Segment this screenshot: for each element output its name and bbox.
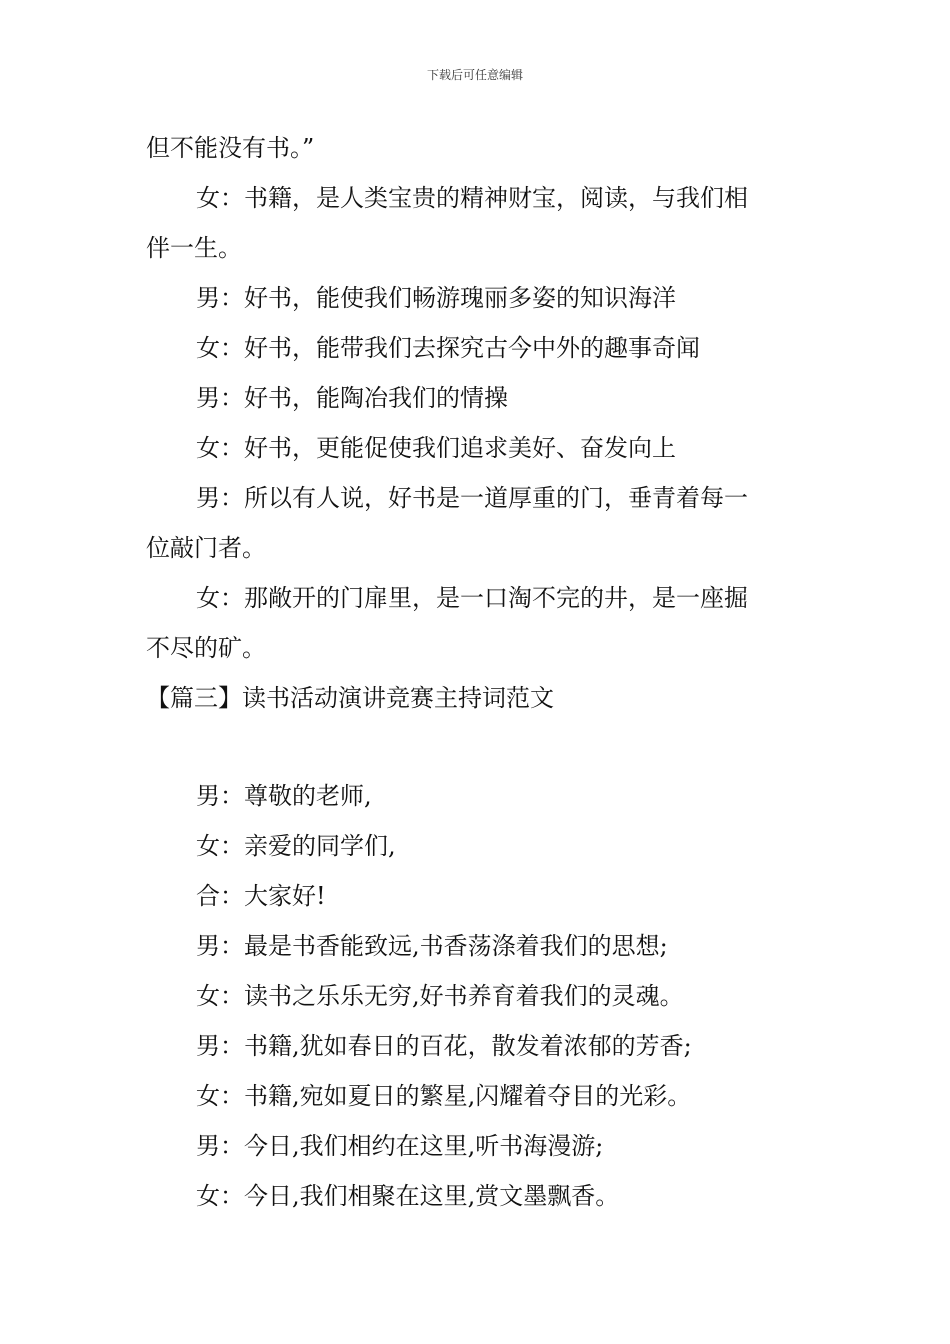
dialogue-line: 女：书籍，是人类宝贵的精神财宝，阅读，与我们相: [196, 184, 748, 212]
page-header: 下载后可任意编辑: [426, 68, 523, 82]
dialogue-line: 女：今日,我们相聚在这里,赏文墨飘香。: [196, 1182, 620, 1210]
dialogue-line: 女：亲爱的同学们,: [196, 832, 396, 860]
dialogue-line: 女：读书之乐乐无穷,好书养育着我们的灵魂。: [196, 982, 684, 1010]
dialogue-line: 合：大家好!: [196, 882, 326, 910]
dialogue-line: 男：好书，能使我们畅游瑰丽多姿的知识海洋: [196, 284, 676, 312]
dialogue-line: 女：书籍,宛如夏日的繁星,闪耀着夺目的光彩。: [196, 1082, 692, 1110]
dialogue-line: 女：好书，能带我们去探究古今中外的趣事奇闻: [196, 334, 700, 362]
section-heading: 【篇三】读书活动演讲竞赛主持词范文: [146, 684, 554, 712]
dialogue-line: 女：那敞开的门扉里，是一口淘不完的井，是一座掘: [196, 584, 748, 612]
text-line: 但不能没有书。”: [146, 134, 315, 162]
dialogue-line: 男：最是书香能致远,书香荡涤着我们的思想;: [196, 932, 668, 960]
dialogue-line: 男：书籍,犹如春日的百花，散发着浓郁的芳香;: [196, 1032, 692, 1060]
dialogue-line: 女：好书，更能促使我们追求美好、奋发向上: [196, 434, 676, 462]
text-line: 不尽的矿。: [146, 634, 266, 662]
text-line: 位敲门者。: [146, 534, 266, 562]
dialogue-line: 男：所以有人说，好书是一道厚重的门，垂青着每一: [196, 484, 748, 512]
dialogue-line: 男：尊敬的老师,: [196, 782, 372, 810]
dialogue-line: 男：今日,我们相约在这里,听书海漫游;: [196, 1132, 604, 1160]
text-line: 伴一生。: [146, 234, 242, 262]
dialogue-line: 男：好书，能陶冶我们的情操: [196, 384, 508, 412]
